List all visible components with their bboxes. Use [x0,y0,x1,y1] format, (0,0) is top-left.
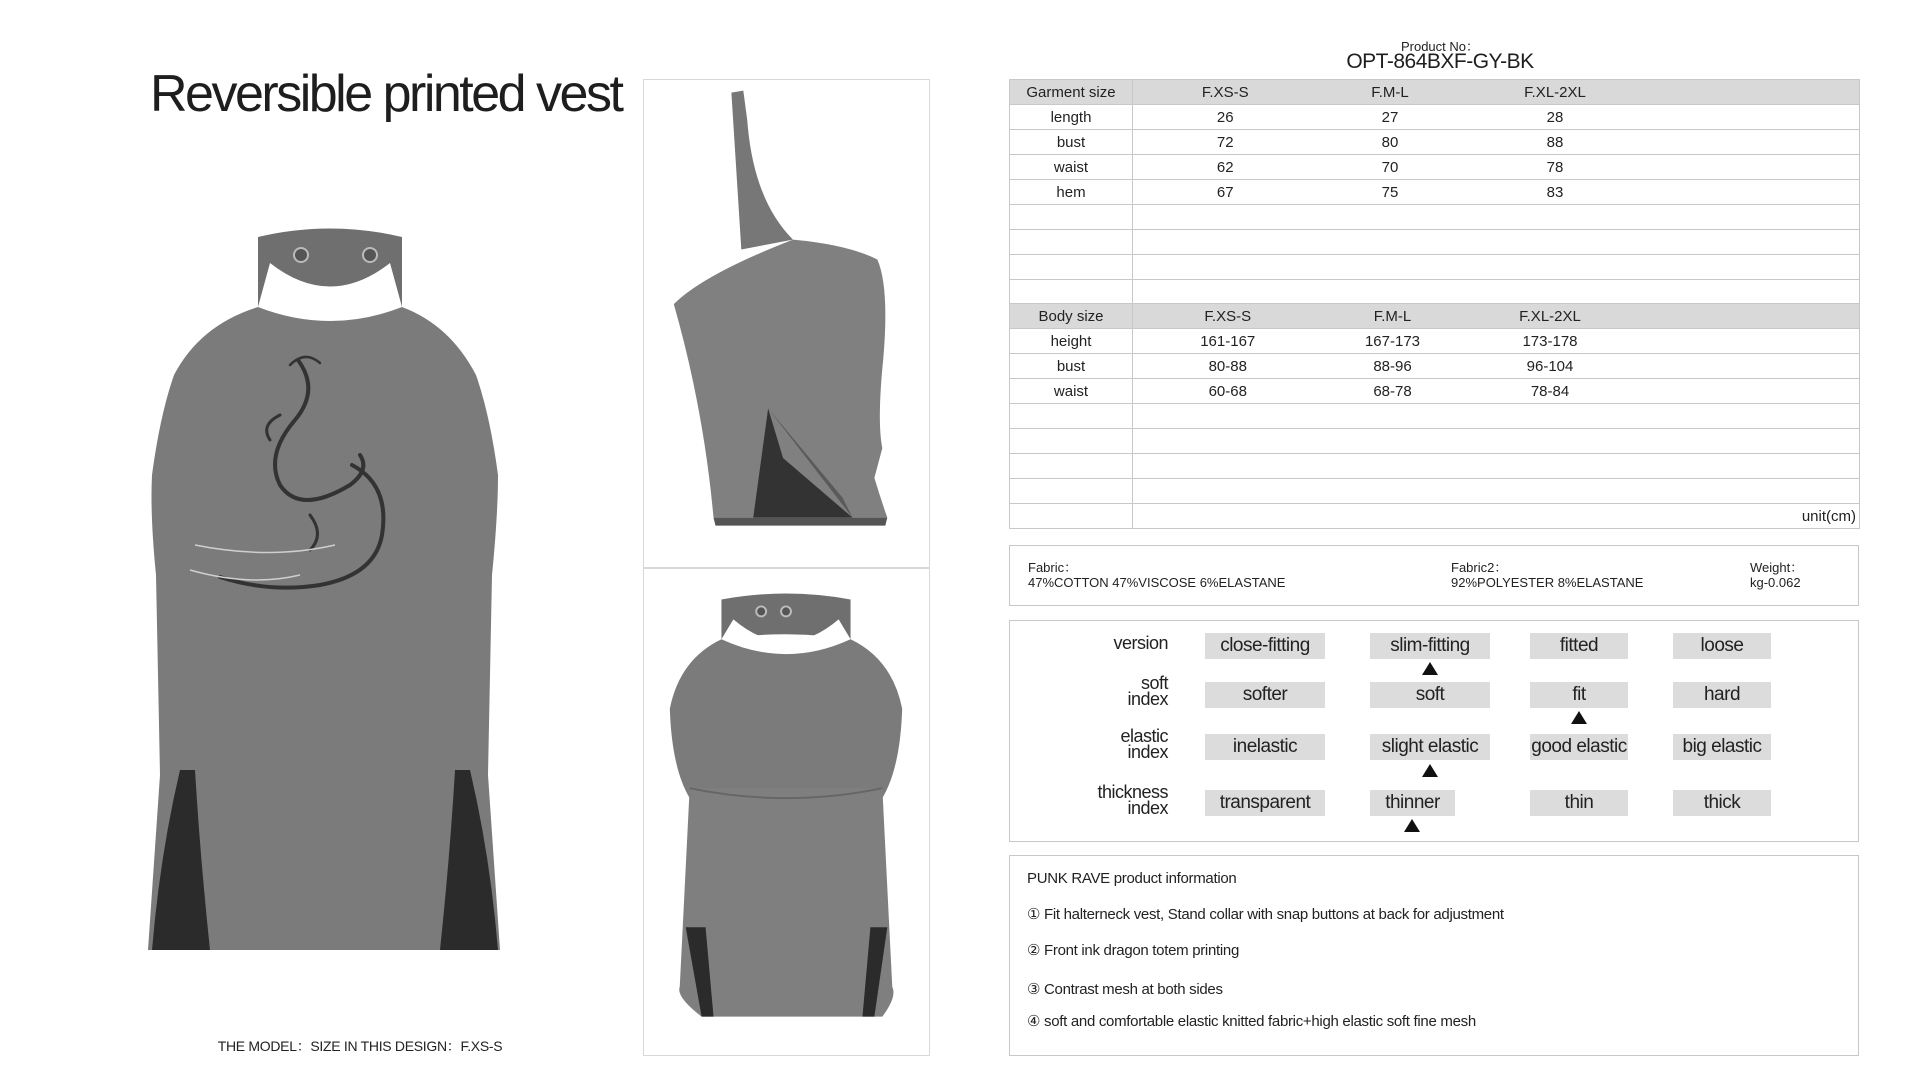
header-cell: F.XL-2XL [1463,304,1638,329]
table-row [1010,329,1860,354]
row-label: height [1010,329,1133,354]
fabric-2-label: Fabric2： [1451,560,1508,575]
table-cell: 78-84 [1463,379,1638,404]
table-header-row [1010,304,1860,329]
table-cell: 173-178 [1463,329,1638,354]
product-info-item: ② Front ink dragon totem printing [1027,942,1239,959]
table-cell: 28 [1463,105,1648,130]
snap-button-icon [756,606,766,616]
chip-thin: thin [1530,790,1628,816]
garment-size-table [1009,79,1860,305]
unit-row [1010,504,1860,529]
empty-row [1010,230,1860,255]
attr-label-thickness [1097,784,1168,816]
chip-soft: soft [1370,682,1490,708]
table-cell: 72 [1133,130,1318,155]
product-info-title: PUNK RAVE product information [1027,870,1237,887]
empty-row [1010,429,1860,454]
table-cell: 96-104 [1463,354,1638,379]
attr-label-line: thickness [1097,782,1168,802]
fabric-1-label: Fabric： [1028,560,1078,575]
header-cell: F.XS-S [1133,80,1318,105]
chip-thinner: thinner [1370,790,1455,816]
back-product-photo [643,568,930,1056]
chip-thick: thick [1673,790,1771,816]
table-cell: 80 [1318,130,1463,155]
fabric-1-value: 47%COTTON 47%VISCOSE 6%ELASTANE [1028,575,1286,590]
product-title: Reversible printed vest [150,65,622,123]
chip-fitted: fitted [1530,633,1628,659]
empty-row [1010,404,1860,429]
chip-inelastic: inelastic [1205,734,1325,760]
product-number: OPT-864BXF-GY-BK [1346,50,1534,73]
product-number-label: Product No： [1400,39,1480,54]
chip-loose: loose [1673,633,1771,659]
product-info-item: ① Fit halterneck vest, Stand collar with snap buttons at back for adjustment [1027,906,1504,923]
snap-button-icon [781,606,791,616]
table-cell: 62 [1133,155,1318,180]
weight [1750,560,1803,590]
table-row [1010,180,1860,205]
chip-hard: hard [1673,682,1771,708]
header-cell: F.M-L [1323,304,1463,329]
attr-label-line: index [1127,798,1168,818]
attr-label-line: index [1127,689,1168,709]
attr-label-soft [1127,675,1168,707]
table-cell: 78 [1463,155,1648,180]
front-product-photo [120,215,610,970]
table-row [1010,155,1860,180]
row-label: bust [1010,130,1133,155]
product-info-item: ③ Contrast mesh at both sides [1027,981,1223,998]
snap-button-icon [363,248,377,262]
header-cell: Garment size [1010,80,1133,105]
table-cell: 80-88 [1133,354,1323,379]
table-cell: 83 [1463,180,1648,205]
weight-value: kg-0.062 [1750,575,1801,590]
chip-good-elastic: good elastic [1530,734,1628,760]
body-size-table [1009,303,1860,529]
table-cell: 161-167 [1133,329,1323,354]
fabric-2 [1451,560,1643,590]
model-size-note: THE MODEL：SIZE IN THIS DESIGN：F.XS-S [217,1038,503,1054]
table-cell: 88 [1463,130,1648,155]
chip-fit: fit [1530,682,1628,708]
selected-marker-icon [1571,711,1587,724]
empty-row [1010,479,1860,504]
empty-row [1010,454,1860,479]
chip-slim-fitting: slim-fitting [1370,633,1490,659]
table-header-row [1010,80,1860,105]
fabric-info-box [1009,545,1859,606]
row-label: waist [1010,155,1133,180]
snap-button-icon [294,248,308,262]
chip-big-elastic: big elastic [1673,734,1771,760]
weight-label: Weight： [1750,560,1804,575]
selected-marker-icon [1422,662,1438,675]
row-label: bust [1010,354,1133,379]
selected-marker-icon [1422,764,1438,777]
attr-label-line: version [1113,633,1168,653]
row-label: waist [1010,379,1133,404]
header-cell: F.XL-2XL [1463,80,1648,105]
attr-label-line: index [1127,742,1168,762]
attr-label-version [1113,635,1168,651]
table-cell: 88-96 [1323,354,1463,379]
chip-transparent: transparent [1205,790,1325,816]
table-cell: 167-173 [1323,329,1463,354]
table-row [1010,354,1860,379]
table-row [1010,130,1860,155]
table-row [1010,379,1860,404]
chip-slight-elastic: slight elastic [1370,734,1490,760]
attr-label-line: elastic [1120,726,1168,746]
chip-softer: softer [1205,682,1325,708]
table-cell: 26 [1133,105,1318,130]
table-cell: 68-78 [1323,379,1463,404]
table-cell: 67 [1133,180,1318,205]
product-info-box [1009,855,1859,1056]
fabric-2-value: 92%POLYESTER 8%ELASTANE [1451,575,1644,590]
table-cell: 70 [1318,155,1463,180]
unit-label: unit(cm) [1133,504,1860,529]
fabric-1 [1028,560,1285,590]
table-cell: 27 [1318,105,1463,130]
attr-label-line: soft [1140,673,1168,693]
header-cell: F.M-L [1318,80,1463,105]
header-cell: Body size [1010,304,1133,329]
attr-label-elastic [1120,728,1168,760]
selected-marker-icon [1404,819,1420,832]
empty-row [1010,280,1860,305]
empty-row [1010,255,1860,280]
table-row [1010,105,1860,130]
table-cell: 75 [1318,180,1463,205]
row-label: length [1010,105,1133,130]
empty-row [1010,205,1860,230]
side-product-photo [643,79,930,568]
table-cell: 60-68 [1133,379,1323,404]
product-info-item: ④ soft and comfortable elastic knitted fabric+high elastic soft fine mesh [1027,1013,1476,1030]
chip-close-fitting: close-fitting [1205,633,1325,659]
header-cell: F.XS-S [1133,304,1323,329]
row-label: hem [1010,180,1133,205]
attribute-index-box [1009,620,1859,842]
